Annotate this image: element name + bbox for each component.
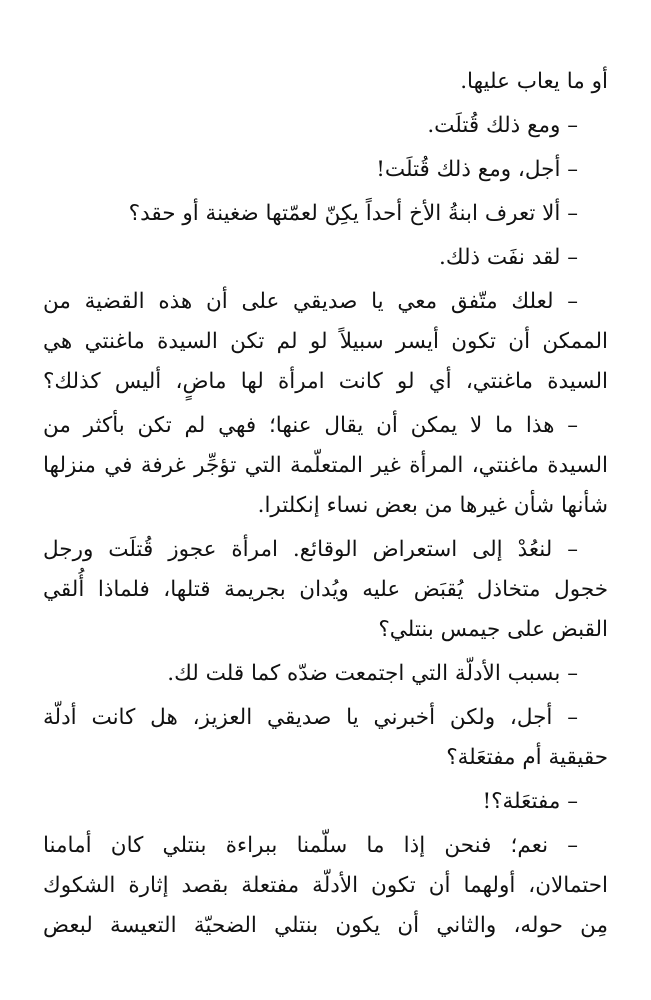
text-line: أو ما يعاب عليها. [460,69,608,94]
paragraph-8 [43,530,608,650]
text-line: الممكن أن تكون أيسر سبيلاً لو لم تكن السيدة ماغنتي هي [43,329,608,354]
text-line: – أجل، ومع ذلك قُتلَت! [376,157,578,182]
text-line: – هذا ما لا يمكن أن يقال عنها؛ فهي لم تكن بأكثر من [43,413,578,438]
text-line: – لقد نفَت ذلك. [438,245,578,270]
text-line: – ألا تعرف ابنةُ الأخ أحداً يكِنّ لعمّتها ضغينة أو حقد؟ [128,201,578,226]
text-line: احتمالان، أولهما أن تكون الأدلّة مفتعلة بقصد إثارة الشكوك [43,873,608,898]
text-line: شأنها شأن غيرها من بعض نساء إنكلترا. [257,493,608,518]
text-line: – مفتعَلة؟! [482,789,578,814]
paragraph-10 [43,698,608,778]
paragraph-2 [43,106,608,146]
paragraph-5 [43,238,608,278]
paragraph-7 [43,406,608,526]
text-line: خجول متخاذل يُقبَض عليه ويُدان بجريمة قتلها، فلماذا أُلقي [43,577,608,602]
paragraph-3 [43,150,608,190]
paragraph-6 [43,282,608,402]
paragraph-4 [43,194,608,234]
text-line: – أجل، ولكن أخبرني يا صديقي العزيز، هل كانت أدلّة [43,705,578,730]
text-line: السيدة ماغنتي، أي لو كانت امرأة لها ماضٍ، أليس كذلك؟ [43,369,608,394]
book-page [43,62,608,946]
text-line: – لنعُدْ إلى استعراض الوقائع. امرأة عجوز قُتلَت ورجل [43,537,578,562]
paragraph-1 [43,62,608,102]
text-line: حقيقية أم مفتعَلة؟ [446,745,608,770]
text-line: السيدة ماغنتي، المرأة غير المتعلّمة التي تؤجِّر غرفة في منزلها [43,453,608,478]
text-line: – نعم؛ فنحن إذا ما سلّمنا ببراءة بنتلي كان أمامنا [43,833,578,858]
text-line: – ومع ذلك قُتلَت. [427,113,578,138]
text-line: – بسبب الأدلّة التي اجتمعت ضدّه كما قلت لك. [167,661,578,686]
paragraph-11 [43,782,608,822]
paragraph-12 [43,826,608,946]
text-line: – لعلك متّفق معي يا صديقي على أن هذه القضية من [43,289,578,314]
text-line: مِن حوله، والثاني أن يكون بنتلي الضحيّة التعيسة لبعض [43,913,608,938]
paragraph-9 [43,654,608,694]
text-line: القبض على جيمس بنتلي؟ [378,617,608,642]
